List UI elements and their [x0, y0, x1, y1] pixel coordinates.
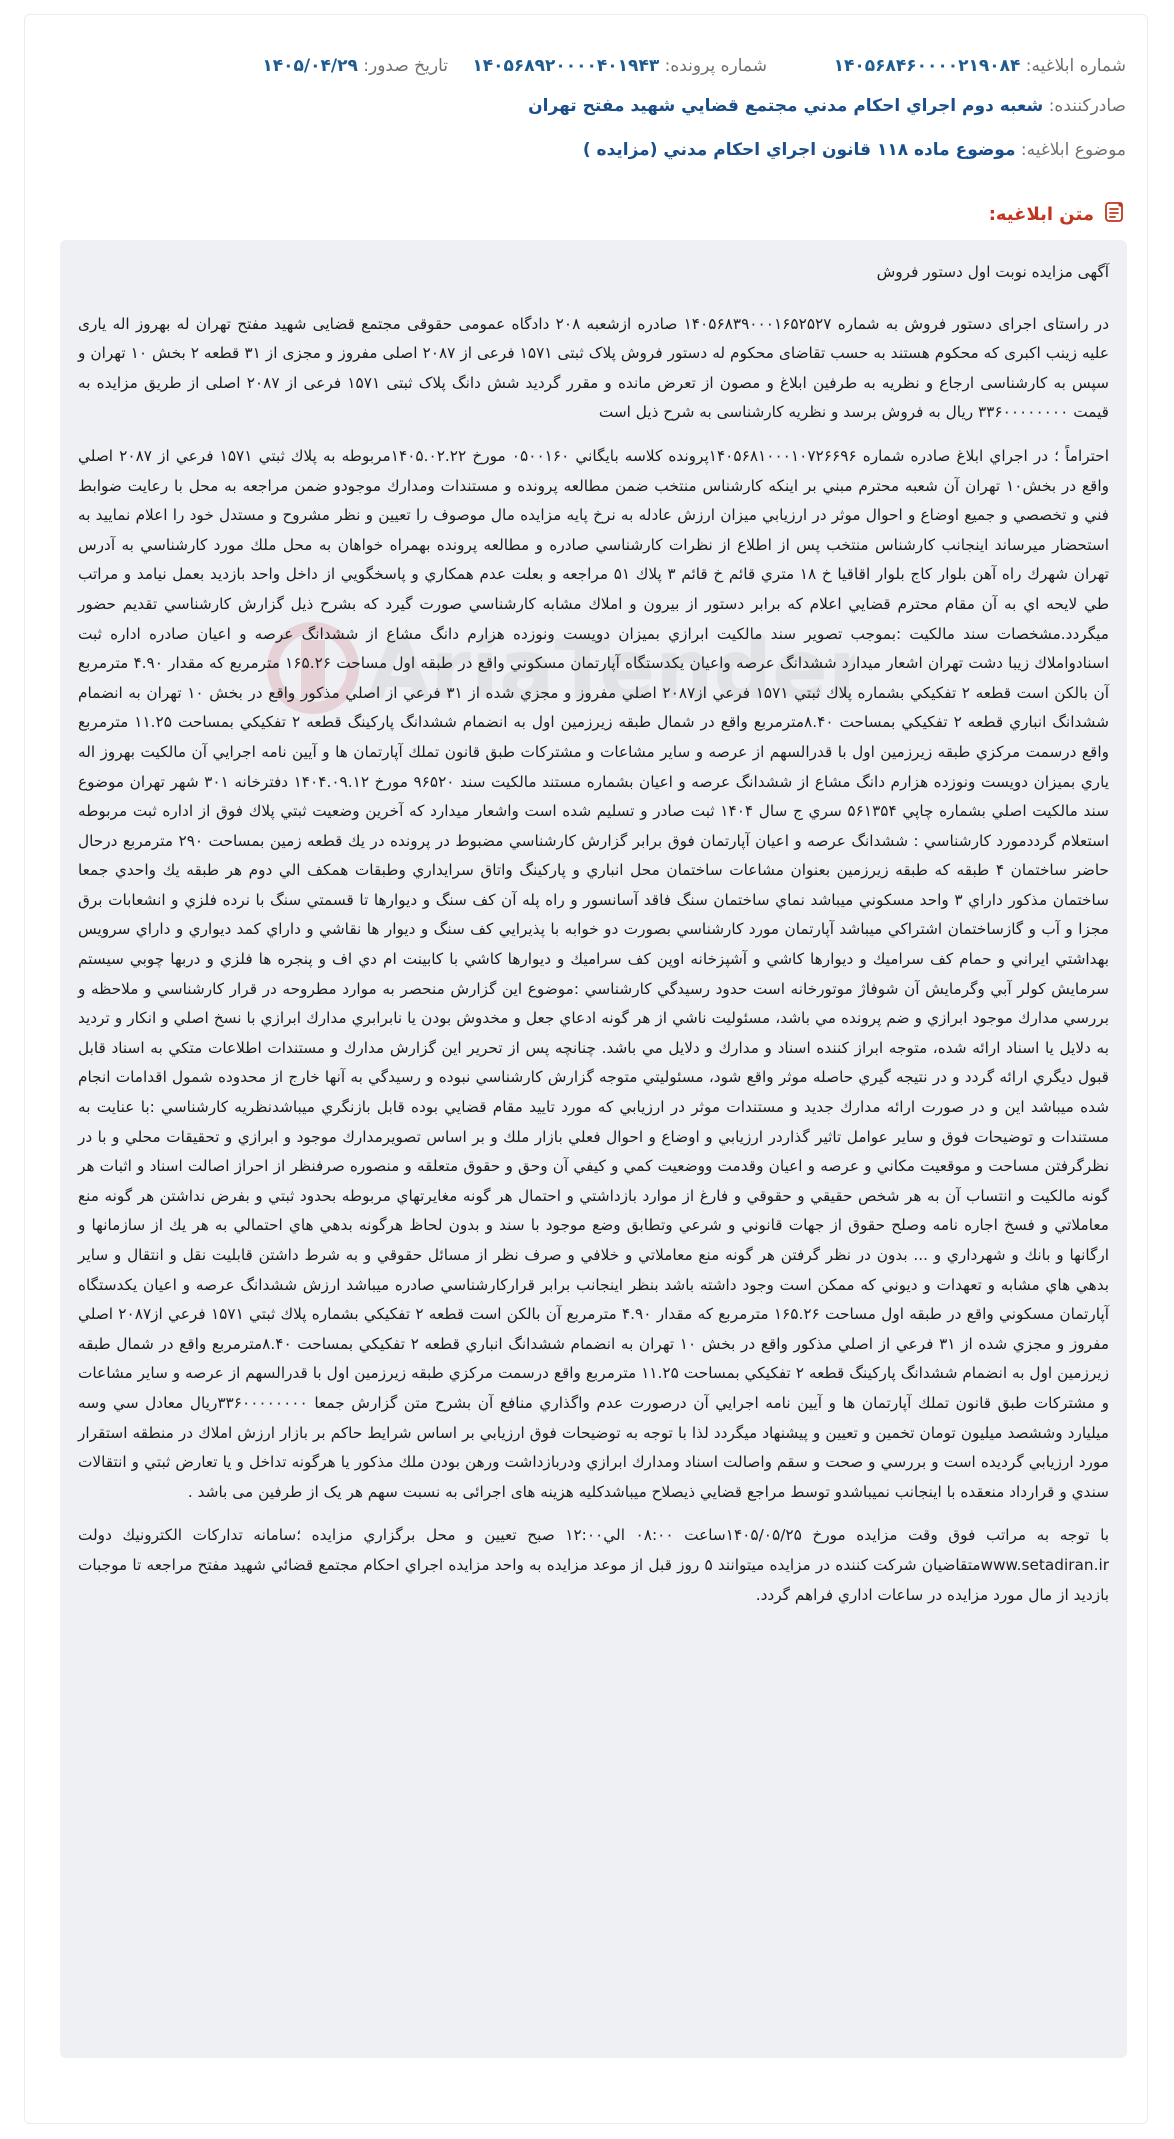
case-number-value: ۱۴۰۵۶۸۹۲۰۰۰۰۴۰۱۹۴۳ [472, 56, 660, 76]
notice-paragraph-2: احتراماً ؛ در اجراي ابلاغ صادره شماره ۱۴۰۵۶۸۱۰۰۰۱۰۷۲۶۶۹۶پرونده كلاسه بايگاني ۰۵۰۰۱۶۰ مورخ ۱۴۰۵.۰۲.۲۲مربوطه به پلاك ثبتي ۱۵۷۱ فرعي از ۲۰۸۷ اصلي واقع در بخش۱۰ تهران آن شعبه محترم مبني بر اينكه كارشناس منتخب ضمن مطالعه پرونده و مستندات ومدارك موجودو ضمن مراجعه به محل با رعايت ضوابط فني و تخصصي و جميع اوضاع و احوال موثر در ارزيابي ميزان ارزش عادله به نرخ پايه مزايده مال موصوف را تعيين و نظر مشروح و مستدل خود را اعلام نماييد به استحضار ميرساند اينجانب كارشناس منتخب پس از اطلاع از نظرات كارشناسي صادره و مطالعه پرونده بهمراه خواهان به محل ملك مورد كارشناسي به آدرس تهران شهرك راه آهن بلوار كاج بلوار اقاقيا خ ۱۸ متري قائم خ قائم ۳ پلاك ۵۱ مراجعه و بعلت عدم همكاري و پاسخگويي از داخل واحد بازديد بعمل نيامد و مراتب طي لايحه اي به آن مقام محترم قضايي اعلام كه برابر دستور از بيرون و املاك مشابه كارشناسي صورت گيرد كه بشرح ذيل گزارش كارشناسي تقديم حضور ميگردد.مشخصات سند مالكيت :بموجب تصوير سند مالكيت ابرازي بميزان دويست ونوزده هزارم دانگ مشاع از ششدانگ عرصه و اعيان صادره اداره ثبت اسنادواملاك زيبا دشت تهران اشعار ميدارد ششدانگ عرصه واعيان يكدستگاه آپارتمان مسكوني واقع در طبقه اول مساحت ۱۶۵.۲۶ مترمربع كه مقدار ۴.۹۰ مترمربع آن بالكن است قطعه ۲ تفكيكي بشماره پلاك ثبتي ۱۵۷۱ فرعي از۲۰۸۷ اصلي مفروز و مجزي شده از ۳۱ فرعي از اصلي مذكور واقع در بخش ۱۰ تهران به انضمام ششدانگ انباري قطعه ۲ تفكيكي بمساحت ۸.۴۰مترمربع واقع در شمال طبقه زيرزمين اول به انضمام ششدانگ پاركينگ قطعه ۲ تفكيكي بمساحت ۱۱.۲۵ مترمربع واقع درسمت مركزي طبقه زيرزمين اول با قدرالسهم از عرصه و ساير مشاعات و مشتركات طبق قانون تملك آپارتمان ها و آيين نامه اجرايي آن مالكيت بهروز اله ياري بميزان دويست ونوزده هزارم دانگ مشاع از ششدانگ عرصه و اعيان بشماره مستند مالكيت سند ۹۶۵۲۰ مورخ ۱۴۰۴.۰۹.۱۲ دفترخانه ۳۰۱ شهر تهران موضوع سند مالكيت اصلي بشماره چاپي ۵۶۱۳۵۴ سري ج سال ۱۴۰۴ ثبت صادر و تسليم شده است واشعار ميدارد كه آخرين وضعيت ثبتي پلاك فوق از اداره ثبت مربوطه استعلام گرددمورد كارشناسي : ششدانگ عرصه و اعيان آپارتمان فوق برابر گزارش كارشناسي مضبوط در پرونده در يك قطعه زمين بمساحت ۲۹۰ مترمربع درحال حاضر ساختمان ۴ طبقه كه طبقه زيرزمين بعنوان مشاعات ساختمان محل انباري و پاركينگ واتاق سرايداري وطبقات همكف الي دوم هر طبقه يك واحدي جمعا ساختمان مذكور داراي ۳ واحد مسكوني ميباشد نماي ساختمان سنگ فاقد آسانسور و راه پله آن كف سنگ و ديوارها تا قسمتي سنگ با نرده فلزي و انشعابات برق مجزا و آب و گازساختمان اشتراكي ميباشد آپارتمان مورد كارشناسي بصورت دو خوابه با پذيرايي كف سنگ و ديوار ها نقاشي و داراي كمد ديواري و داراي سرويس بهداشتي ايراني و حمام كف سراميك و ديوارها كاشي و آشپزخانه اوپن كف سراميك و ديوارها كاشي با كابينت ام دي اف و پنجره ها فلزي و دربها چوبي سيستم سرمايش كولر آبي وگرمايش آن شوفاژ موتورخانه است حدود رسيدگي كارشناسي :موضوع اين گزارش منحصر به موارد مطروحه در قرار كارشناسي و ملاحظه و بررسي مدارك موجود ابرازي و ضم پرونده مي باشد، مسئوليت ناشي از هر گونه ادعاي جعل و مخدوش بودن يا نابرابري مدارك ابرازي با نسخ اصلي و انكار و ترديد به دلايل يا اسناد ارائه شده، متوجه ابراز كننده اسناد و مدارك و دلايل مي باشد. چنانچه پس از تحرير اين گزارش مدارك و مستندات اطلاعات متكي به اسناد قابل قبول ديگري ارائه گردد و در نتيجه گيري حاصله موثر واقع شود، مسئوليتي متوجه گزارش كارشناسي نبوده و رسيدگي به آنها خارج از محدوده شمول اقدامات انجام شده ميباشد اين و در صورت ارائه مدارك جديد و مستندات موثر در ارزيابي كه مورد تاييد مقام قضايي بوده قابل بازنگري ميباشدنظريه كارشناسي :با عنايت به مستندات و توضيحات فوق و ساير عوامل تاثير گذاردر ارزيابي و اوضاع و احوال فعلي بازار ملك و بر اساس تصويرمدارك موجود و ابرازي و تحقيقات محلي و با در نظرگرفتن مساحت و موقعيت مكاني و عرصه و اعيان وقدمت ووضعيت كمي و كيفي آن وحق و حقوق متعلقه و منصوره صرفنظر از احراز اصالت اسناد و اثبات هر گونه مالكيت و انتساب آن به هر شخص حقيقي و حقوقي و فارغ از موارد بازداشتي و احتمال هر گونه مغايرتهاي مربوطه بحدود ثبتي و بفرض نداشتن هر گونه منع معاملاتي و فسخ اجاره نامه وصلح حقوق از جهات قانوني و شرعي وتطابق وضع موجود با سند و بدون لحاظ هرگونه بدهي هاي احتمالي به هر يك از سازمانها و ارگانها و بانك و شهرداري و ... بدون در نظر گرفتن هر گونه منع معاملاتي و خلافي و صرف نظر از مسائل حقوقي و به شرط داشتن قابليت نقل و انتقال و ساير بدهي هاي مشابه و تعهدات و ديوني كه ممكن است وجود داشته باشد بنظر اينجانب برابر قراركارشناسي صادره ميباشد ارزش ششدانگ عرصه و اعيان يكدستگاه آپارتمان مسكوني واقع در طبقه اول مساحت ۱۶۵.۲۶ مترمربع كه مقدار ۴.۹۰ مترمربع آن بالكن است قطعه ۲ تفكيكي بشماره پلاك ثبتي ۱۵۷۱ فرعي از۲۰۸۷ اصلي مفروز و مجزي شده از ۳۱ فرعي از اصلي مذكور واقع در بخش ۱۰ تهران به انضمام ششدانگ انباري قطعه ۲ تفكيكي بمساحت ۸.۴۰مترمربع واقع در شمال طبقه زيرزمين اول به انضمام ششدانگ پاركينگ قطعه ۲ تفكيكي بمساحت ۱۱.۲۵ مترمربع واقع درسمت مركزي طبقه زيرزمين اول با قدرالسهم از عرصه و ساير مشاعات و مشتركات طبق قانون تملك آپارتمان ها و آيين نامه اجرايي آن درصورت عدم واگذاري منافع آن بشرح متن گزارش جمعا ۳۳۶۰۰۰۰۰۰۰۰ريال معادل سي وسه ميليارد وششصد ميليون تومان تخمين و تعيين و پيشنهاد ميگردد لذا با توجه به توضيحات فوق ارزيابي بر اساس شرايط حاكم بر بازار ارزش املاك در منطقه استقرار مورد ارزيابي گرديده است و بررسي و صحت و سقم واصالت اسناد ومدارك ابرازي ودربازداشت ورهن بودن ملك مذكور يا هرگونه تداخل و يا تعارض ثبتي و انتقالات سندي و قرارداد منعقده با اينجانب نميباشدو توسط مراجع قضايي ذيصلاح ميباشدكليه هزينه های اجرائی به نسبت سهم هر یک از طرفین می باشد . [78, 446, 1110, 1501]
issue-date-label: تاریخ صدور: [363, 56, 448, 76]
issuer-line [48, 96, 1126, 116]
issuer-value: شعبه دوم اجراي احكام مدني مجتمع قضايي شهيد مفتح تهران [528, 96, 1044, 116]
document-text-icon [1102, 200, 1126, 229]
subject-label: موضوع ابلاغیه: [1020, 140, 1126, 160]
notice-number-label: شماره ابلاغیه: [1025, 56, 1126, 76]
notice-text-title-label: متن ابلاغیه: [988, 204, 1094, 225]
notice-paragraph-3: با توجه به مراتب فوق وقت مزايده مورخ ۱۴۰۵/۰۵/۲۵ساعت ۰۸:۰۰ الي۱۲:۰۰ صبح تعيين و محل برگزاري مزايده ؛سامانه تداركات الكترونيك دولت www.setadiran.irمتقاضيان شركت كننده در مزايده ميتوانند ۵ روز قبل از موعد مزايده به واحد مزايده اجراي احكام مجتمع قضائي شهيد مفتح مراجعه تا موجبات بازديد از مال مورد مزايده در ساعات اداري فراهم گردد. [78, 1526, 1109, 1604]
watermark-text: AriaTender [367, 623, 855, 718]
case-number-label: شماره پرونده: [664, 56, 767, 76]
notice-content-box [60, 240, 1127, 2058]
notice-number-value: ۱۴۰۵۶۸۴۶۰۰۰۰۲۱۹۰۸۴ [833, 56, 1021, 76]
case-number [472, 56, 767, 76]
subject-value: موضوع ماده ۱۱۸ قانون اجراي احكام مدني (مزايده ) [582, 140, 1016, 160]
issue-date [262, 56, 448, 76]
subject-line [48, 140, 1126, 160]
notice-body [78, 258, 1109, 1610]
notice-number [834, 56, 1126, 76]
issuer-label: صادرکننده: [1048, 96, 1126, 116]
issue-date-value: ۱۴۰۵/۰۴/۲۹ [262, 56, 358, 76]
notice-text-title [989, 200, 1126, 229]
notice-paragraph-1: در راستای اجرای دستور فروش به شماره ۱۴۰۵۶۸۳۹۰۰۰۱۶۵۲۵۲۷ صادره ازشعبه ۲۰۸ دادگاه عمومی حقوقی مجتمع قضایی شهید مفتح تهران له بهروز اله یاری علیه زینب اکبری که محکوم هستند به حسب تقاضای محکوم له دستور فروش پلاک ثبتی ۱۵۷۱ فرعی از ۲۰۸۷ اصلی مفروز و مجزی از ۳۱ قطعه ۲ بخش ۱۰ تهران و سپس به کارشناسی ارجاع و نظریه به طرفین ابلاغ و مصون از تعرض مانده و مقرر گردید شش دانگ پلاک ثبتی ۱۵۷۱ فرعی از ۲۰۸۷ اصلی از طریق مزایده به قیمت ۳۳۶۰۰۰۰۰۰۰۰ ریال به فروش برسد و نظریه کارشناسی به شرح ذیل است [78, 314, 1110, 422]
notice-heading: آگهی مزایده نوبت اول دستور فروش [876, 263, 1109, 281]
notice-meta-row [48, 56, 1126, 82]
